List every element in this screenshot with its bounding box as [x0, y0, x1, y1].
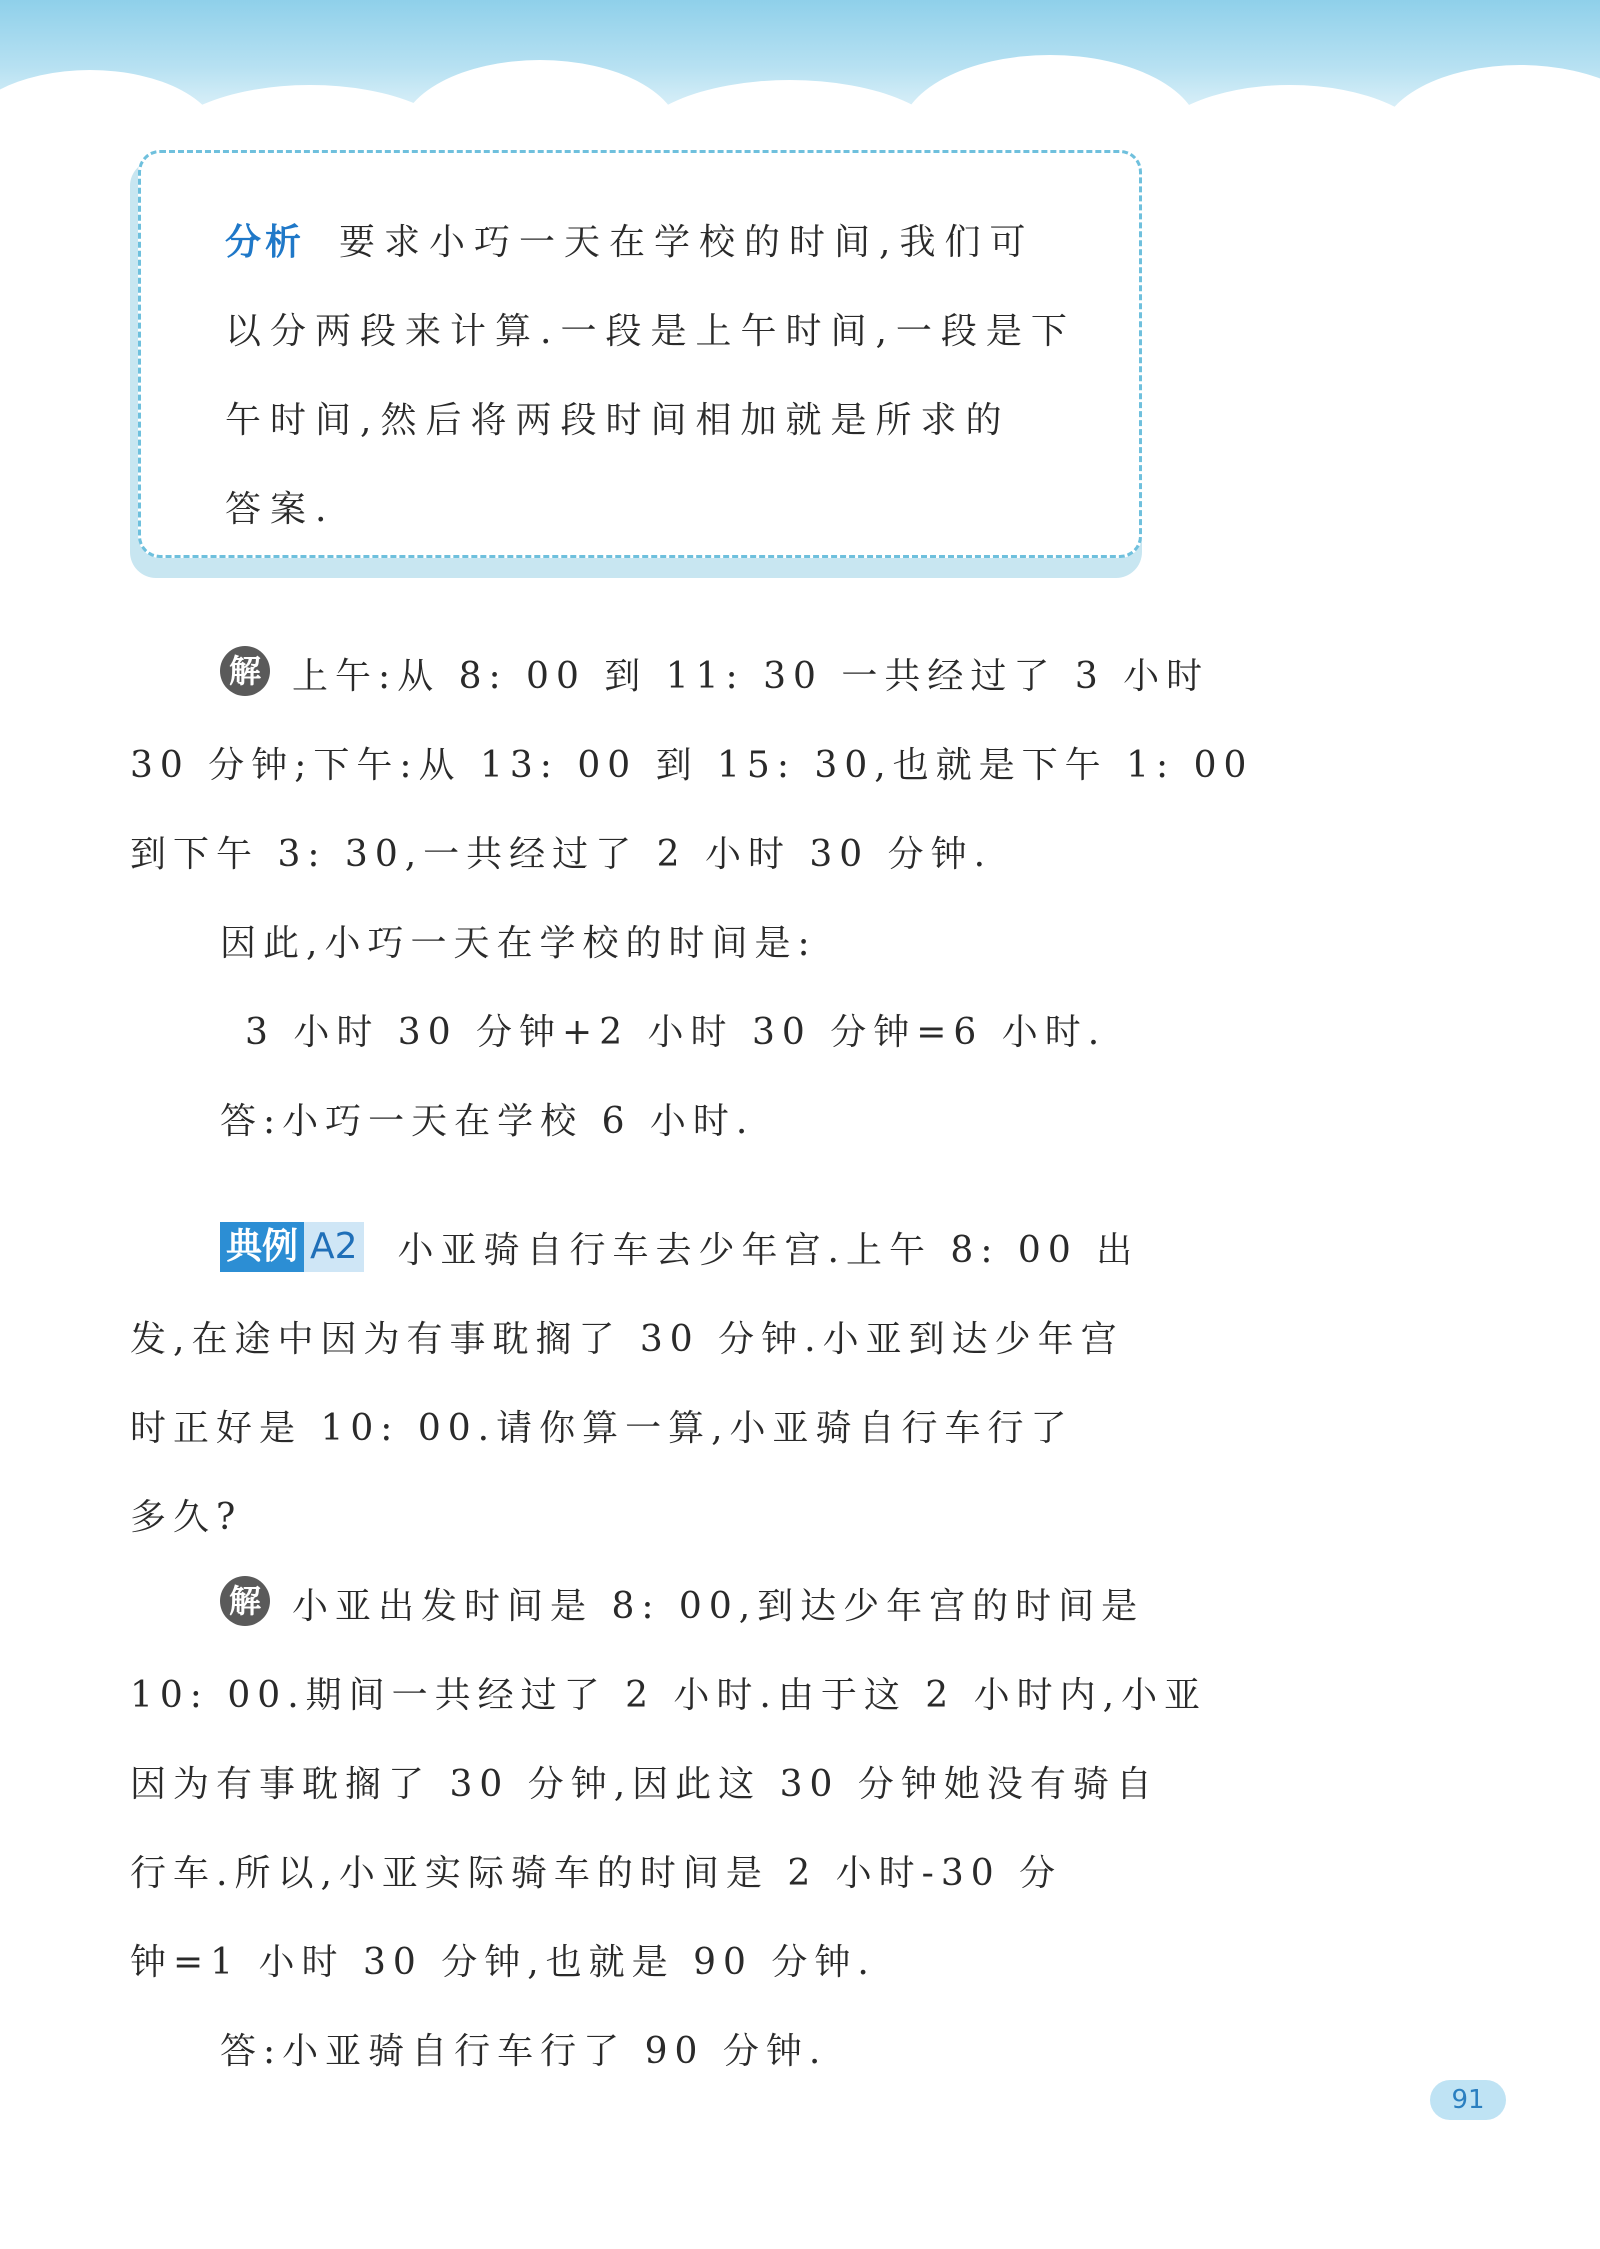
solution1-answer: 答:小巧一天在学校 6 小时. — [220, 1101, 755, 1142]
main-content — [130, 632, 1254, 2096]
analysis-line: 答案. — [225, 489, 336, 530]
analysis-box — [138, 150, 1142, 558]
example-line: 时正好是 10: 00.请你算一算,小亚骑自行车行了 — [130, 1408, 1074, 1449]
example-label: 典例 — [220, 1222, 304, 1272]
solution-badge: 解 — [220, 646, 270, 696]
solution2-line — [130, 1562, 1145, 1651]
solution-badge: 解 — [220, 1576, 270, 1626]
solution1-line: 到下午 3: 30,一共经过了 2 小时 30 分钟. — [130, 834, 993, 875]
page-number: 91 — [1430, 2080, 1506, 2120]
example-text: 小亚骑自行车去少年宫.上午 8: 00 出 — [397, 1230, 1140, 1271]
solution2-line: 因为有事耽搁了 30 分钟,因此这 30 分钟她没有骑自 — [130, 1764, 1159, 1805]
cloud-shape — [1380, 65, 1600, 215]
solution2-answer: 答:小亚骑自行车行了 90 分钟. — [220, 2031, 828, 2072]
solution1-text: 上午:从 8: 00 到 11: 30 一共经过了 3 小时 — [292, 656, 1210, 697]
solution2-line: 10: 00.期间一共经过了 2 小时.由于这 2 小时内,小亚 — [130, 1675, 1208, 1716]
solution1-line — [130, 632, 1210, 721]
solution2-line: 钟=1 小时 30 分钟,也就是 90 分钟. — [130, 1942, 876, 1983]
solution1-therefore: 因此,小巧一天在学校的时间是: — [220, 923, 817, 964]
example-line: 多久? — [130, 1497, 243, 1538]
analysis-line — [225, 198, 1069, 287]
solution2-text: 小亚出发时间是 8: 00,到达少年宫的时间是 — [292, 1586, 1145, 1627]
header-sky-band — [0, 0, 1600, 150]
solution2-line: 行车.所以,小亚实际骑车的时间是 2 小时-30 分 — [130, 1853, 1063, 1894]
example-number: A2 — [304, 1222, 364, 1272]
example-line: 发,在途中因为有事耽搁了 30 分钟.小亚到达少年宫 — [130, 1319, 1124, 1360]
analysis-line: 午时间,然后将两段时间相加就是所求的 — [225, 400, 1011, 441]
example-line — [130, 1202, 1145, 1295]
analysis-label: 分析 — [225, 222, 306, 263]
solution1-equation: 3 小时 30 分钟+2 小时 30 分钟=6 小时. — [245, 1012, 1107, 1053]
example-tag — [220, 1202, 364, 1291]
analysis-text: 要求小巧一天在学校的时间,我们可 — [339, 222, 1035, 263]
analysis-line: 以分两段来计算.一段是上午时间,一段是下 — [225, 311, 1076, 352]
solution1-line: 30 分钟;下午:从 13: 00 到 15: 30,也就是下午 1: 00 — [130, 745, 1254, 786]
